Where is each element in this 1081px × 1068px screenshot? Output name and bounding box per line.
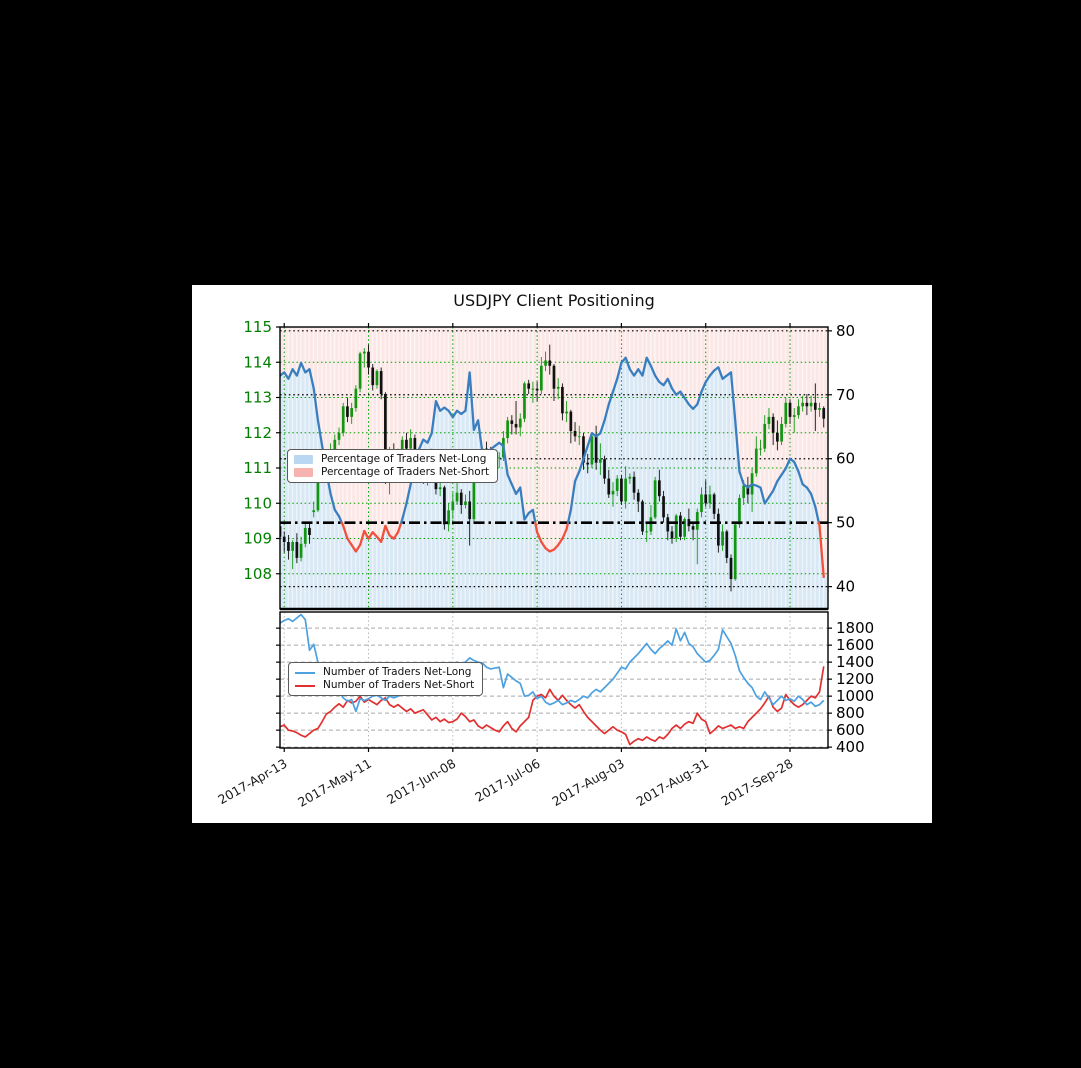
legend-percentage — [287, 449, 498, 483]
count-tick-label: 400 — [836, 738, 865, 757]
pct-tick-label: 70 — [836, 385, 856, 404]
price-tick-label: 110 — [243, 494, 272, 513]
net-long-patch-icon — [294, 455, 313, 464]
legend-counts — [288, 662, 483, 696]
x-tick-label: 2017-Apr-13 — [215, 755, 290, 808]
x-tick-label: 2017-Jul-06 — [472, 755, 543, 805]
x-tick-label: 2017-Aug-03 — [549, 755, 627, 810]
x-tick-label: 2017-Aug-31 — [633, 755, 712, 810]
net-short-line-icon — [295, 685, 315, 687]
pct-tick-label: 40 — [836, 577, 856, 596]
pct-tick-label: 80 — [836, 321, 856, 340]
legend-item-pct-net-short — [294, 466, 489, 479]
x-tick-label: 2017-Jun-08 — [384, 755, 459, 808]
legend-label: Percentage of Traders Net-Long — [321, 453, 487, 465]
chart-title: USDJPY Client Positioning — [453, 291, 655, 310]
count-tick-label: 1800 — [836, 619, 875, 638]
count-tick-label: 800 — [836, 704, 865, 723]
net-long-line-icon — [295, 672, 315, 674]
legend-label: Number of Traders Net-Long — [323, 666, 472, 678]
legend-label: Percentage of Traders Net-Short — [321, 466, 490, 478]
price-tick-label: 109 — [243, 529, 272, 548]
count-tick-label: 600 — [836, 721, 865, 740]
price-tick-label: 115 — [243, 318, 272, 336]
legend-label: Number of Traders Net-Short — [323, 679, 475, 691]
count-tick-label: 1000 — [836, 687, 875, 706]
pct-tick-label: 60 — [836, 449, 856, 468]
price-tick-label: 113 — [243, 388, 272, 407]
x-tick-label: 2017-Sep-28 — [718, 755, 796, 809]
net-short-patch-icon — [294, 468, 313, 477]
price-tick-label: 114 — [243, 353, 272, 372]
count-tick-label: 1600 — [836, 636, 875, 655]
legend-item-count-net-long — [295, 666, 474, 679]
count-tick-label: 1200 — [836, 670, 875, 689]
legend-item-pct-net-long — [294, 453, 489, 466]
count-tick-label: 1400 — [836, 653, 875, 672]
price-tick-label: 111 — [243, 459, 272, 477]
chart-figure — [192, 285, 932, 823]
price-tick-label: 108 — [243, 564, 272, 583]
pct-tick-label: 50 — [836, 513, 856, 532]
positioning-chart-canvas — [192, 285, 932, 823]
legend-item-count-net-short — [295, 679, 474, 692]
price-tick-label: 112 — [243, 423, 272, 442]
x-tick-label: 2017-May-11 — [295, 755, 375, 810]
